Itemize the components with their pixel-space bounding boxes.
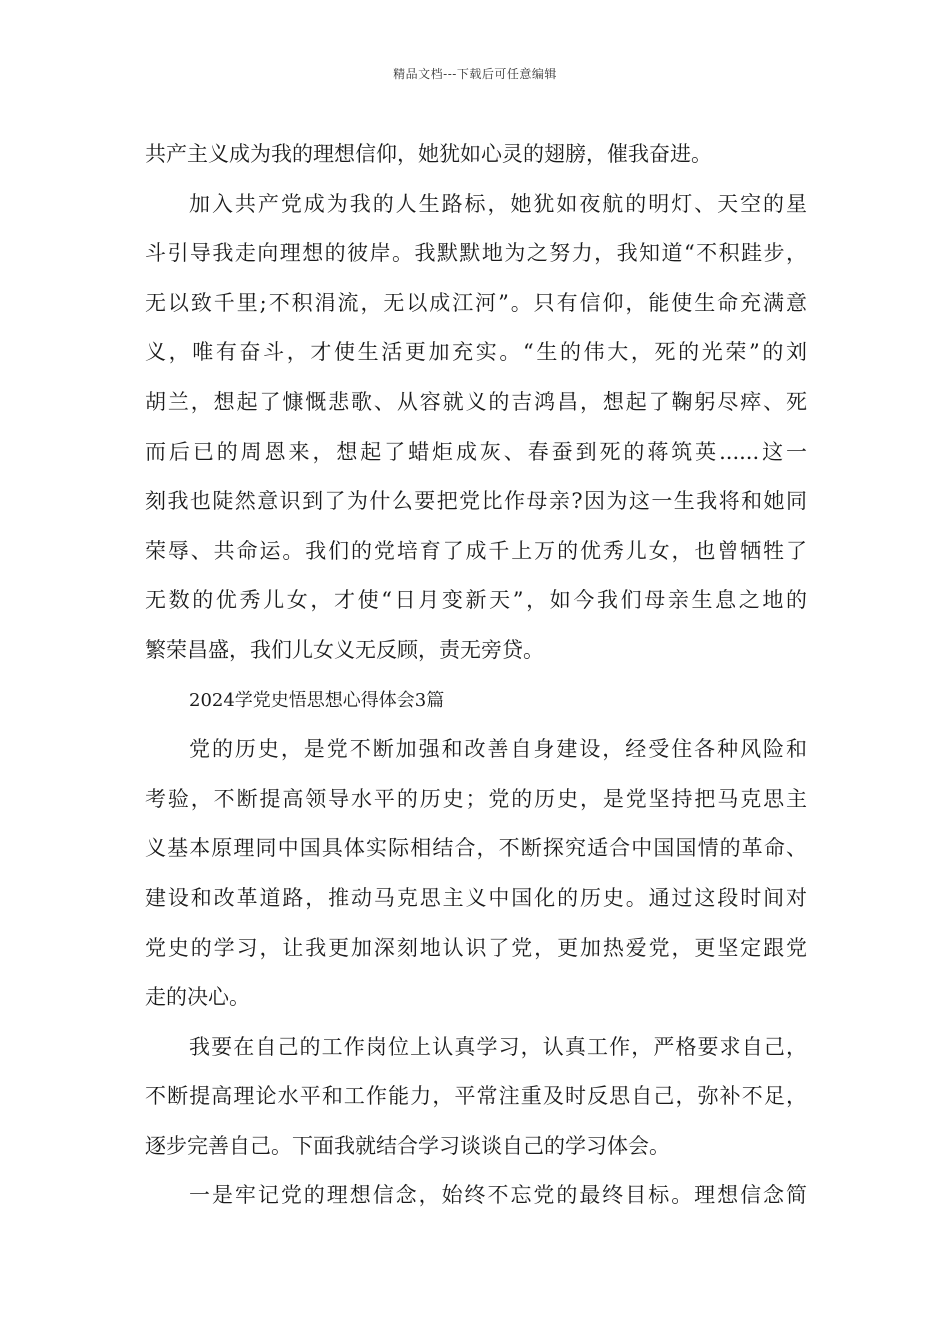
text-line: 胡兰，想起了慷慨悲歌、从容就义的吉鸿昌，想起了鞠躬尽瘁、死 [145, 389, 807, 414]
text-line: 而后已的周恩来，想起了蜡炬成灰、春蚕到死的蒋筑英......这一 [145, 439, 807, 464]
text-line: 逐步完善自己。下面我就结合学习谈谈自己的学习体会。 [145, 1133, 670, 1158]
text-line: 繁荣昌盛，我们儿女义无反顾，责无旁贷。 [145, 637, 544, 662]
text-line: 建设和改革道路，推动马克思主义中国化的历史。通过这段时间对 [145, 885, 807, 910]
text-line: 加入共产党成为我的人生路标，她犹如夜航的明灯、天空的星 [189, 191, 807, 216]
text-line: 义，唯有奋斗，才使生活更加充实。“生的伟大，死的光荣”的刘 [145, 340, 807, 365]
text-line: 不断提高理论水平和工作能力，平常注重及时反思自己，弥补不足， [145, 1084, 807, 1109]
text-line: 斗引导我走向理想的彼岸。我默默地为之努力，我知道“不积跬步， [145, 241, 807, 266]
text-line: 我要在自己的工作岗位上认真学习，认真工作，严格要求自己， [189, 1034, 807, 1059]
text-line: 党史的学习，让我更加深刻地认识了党，更加热爱党，更坚定跟党 [145, 935, 807, 960]
text-line: 刻我也陡然意识到了为什么要把党比作母亲?因为这一生我将和她同 [145, 489, 807, 514]
text-line: 走的决心。 [145, 985, 250, 1010]
text-line: 荣辱、共命运。我们的党培育了成千上万的优秀儿女，也曾牺牲了 [145, 538, 807, 563]
page-header: 精品文档---下载后可任意编辑 [393, 67, 557, 81]
text-line: 义基本原理同中国具体实际相结合，不断探究适合中国国情的革命、 [145, 836, 807, 861]
text-line: 党的历史，是党不断加强和改善自身建设，经受住各种风险和 [189, 737, 807, 762]
text-line: 共产主义成为我的理想信仰，她犹如心灵的翅膀，催我奋进。 [145, 142, 712, 166]
text-line: 无以致千里;不积涓流，无以成江河”。只有信仰，能使生命充满意 [145, 290, 807, 315]
text-line: 无数的优秀儿女，才使“日月变新天”，如今我们母亲生息之地的 [145, 588, 807, 613]
text-line: 考验，不断提高领导水平的历史；党的历史，是党坚持把马克思主 [145, 786, 807, 811]
section-heading: 2024学党史悟思想心得体会3篇 [189, 689, 445, 711]
document-body [145, 130, 807, 1221]
text-line: 一是牢记党的理想信念，始终不忘党的最终目标。理想信念简 [189, 1183, 807, 1208]
